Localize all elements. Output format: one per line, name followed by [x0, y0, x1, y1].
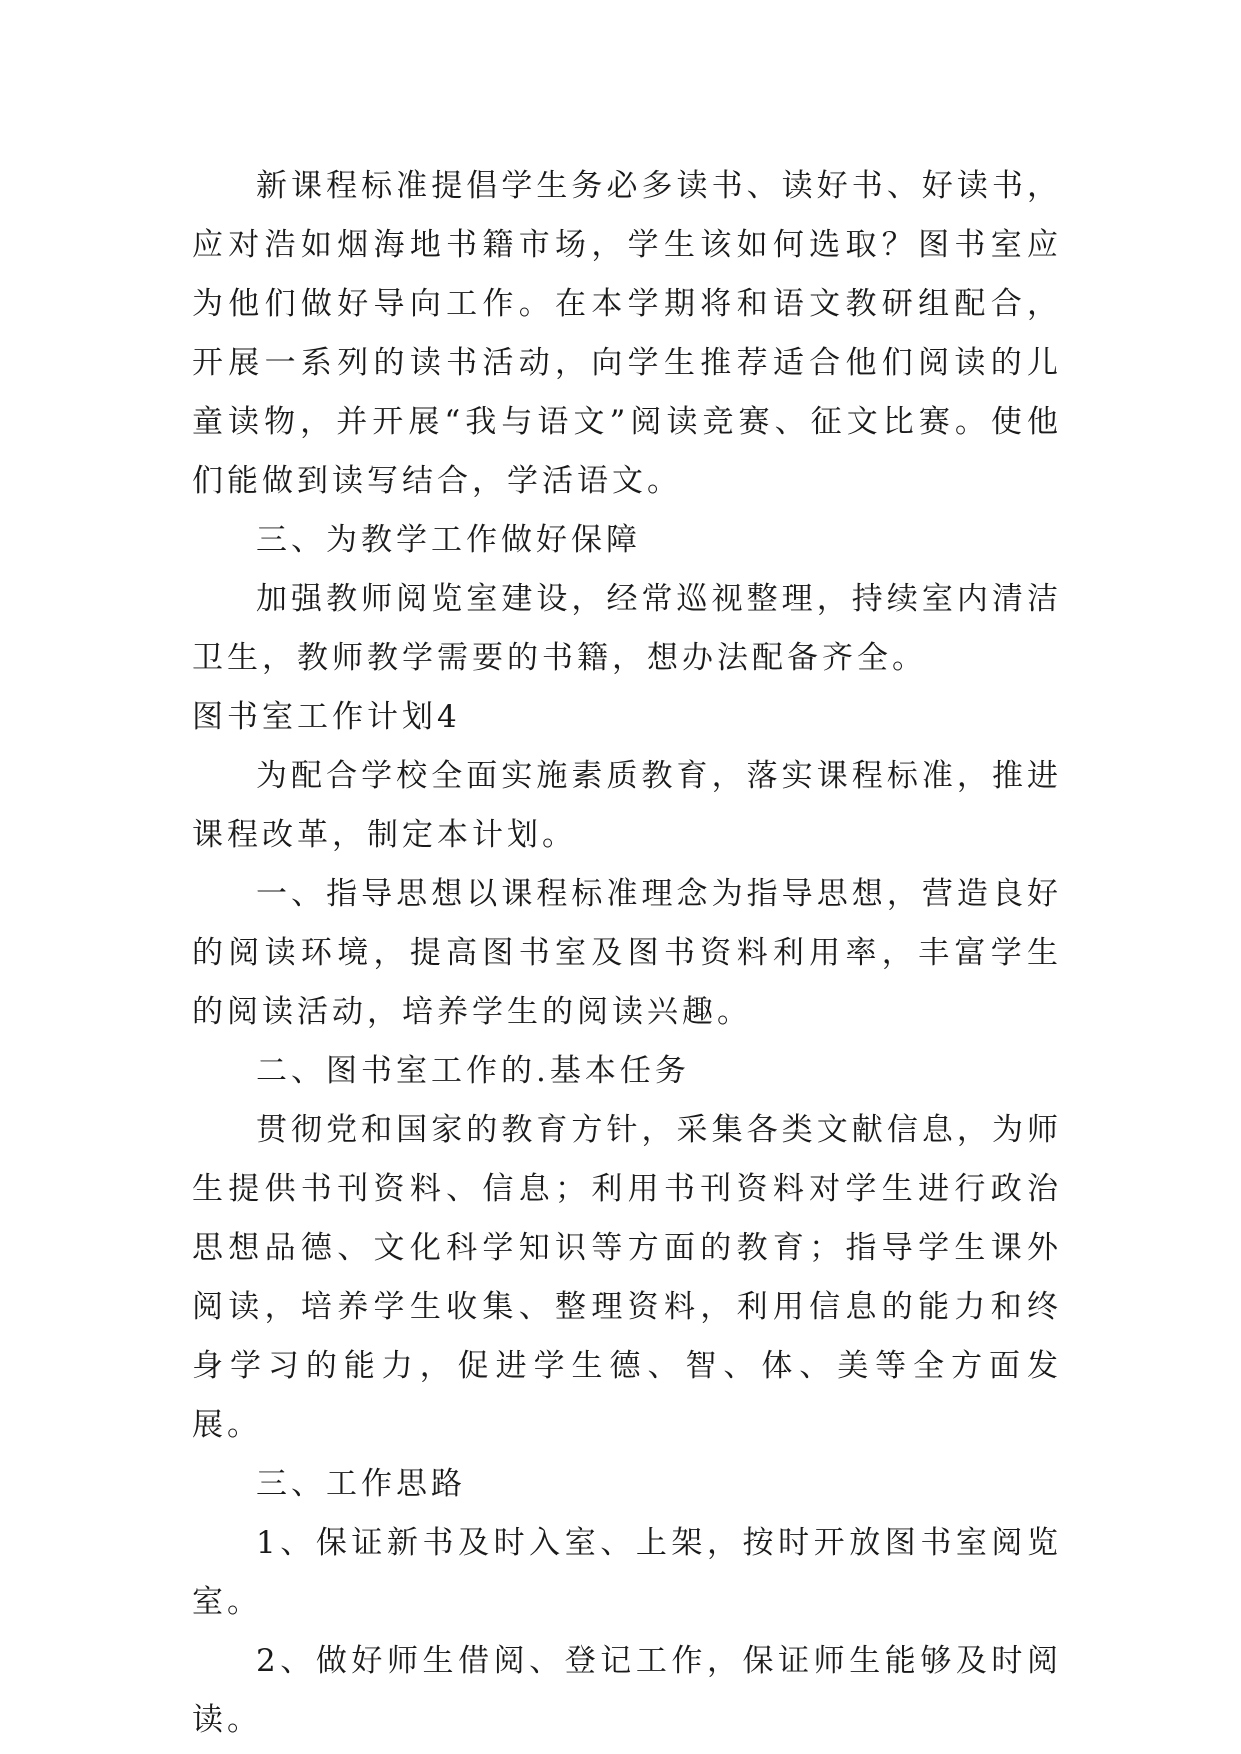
heading-work-approach: 三、工作思路 — [256, 1466, 466, 1502]
paragraph-guiding-ideology: 一、指导思想以课程标准理念为指导思想，营造良好的阅读环境，提高图书室及图书资料利用率，丰富学生的阅读活动，培养学生的阅读兴趣。 — [192, 876, 1062, 1030]
document-body — [192, 157, 1062, 1750]
heading-teaching-support: 三、为教学工作做好保障 — [256, 522, 641, 558]
section-title-plan-4: 图书室工作计划4 — [192, 699, 461, 735]
paragraph-reading-guidance: 新课程标准提倡学生务必多读书、读好书、好读书，应对浩如烟海地书籍市场，学生该如何选取？图书室应为他们做好导向工作。在本学期将和语文教研组配合，开展一系列的读书活动，向学生推荐适合他们阅读的儿童读物，并开展“我与语文”阅读竞赛、征文比赛。使他们能做到读写结合，学活语文。 — [192, 168, 1062, 499]
paragraph-basic-tasks: 贯彻党和国家的教育方针，采集各类文献信息，为师生提供书刊资料、信息；利用书刊资料对学生进行政治思想品德、文化科学知识等方面的教育；指导学生课外阅读，培养学生收集、整理资料，利用信息的能力和终身学习的能力，促进学生德、智、体、美等全方面发展。 — [192, 1112, 1062, 1443]
list-item-borrowing: 2、做好师生借阅、登记工作，保证师生能够及时阅读。 — [192, 1643, 1062, 1738]
list-item-new-books: 1、保证新书及时入室、上架，按时开放图书室阅览室。 — [192, 1525, 1062, 1620]
heading-basic-tasks: 二、图书室工作的.基本任务 — [256, 1053, 690, 1089]
paragraph-plan-purpose: 为配合学校全面实施素质教育，落实课程标准，推进课程改革，制定本计划。 — [192, 758, 1062, 853]
paragraph-teacher-reading-room: 加强教师阅览室建设，经常巡视整理，持续室内清洁卫生，教师教学需要的书籍，想办法配备齐全。 — [192, 581, 1062, 676]
